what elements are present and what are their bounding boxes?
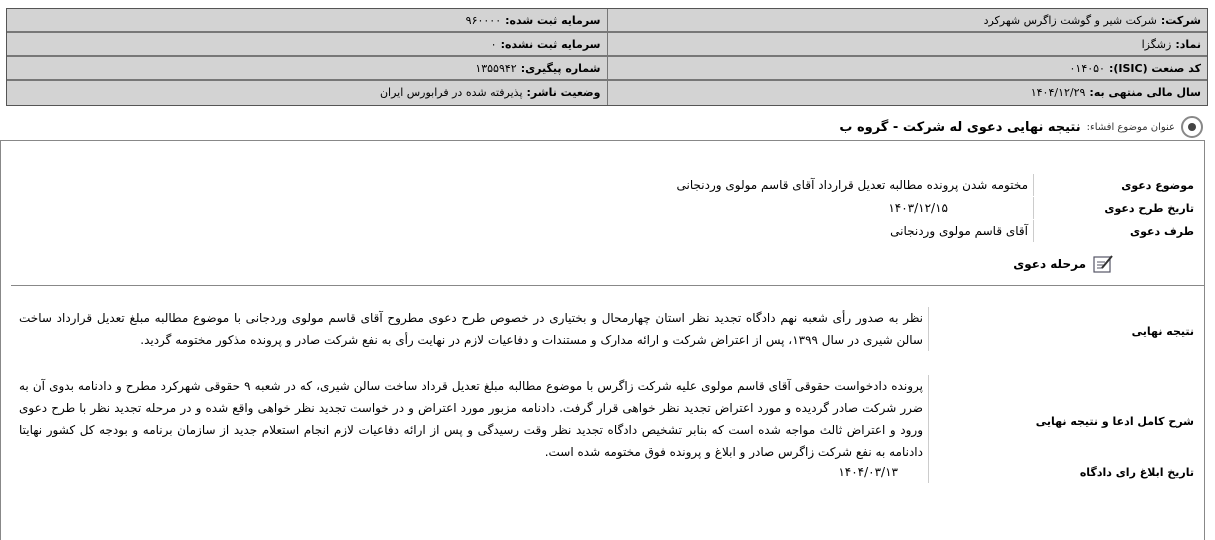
info-row — [7, 57, 1207, 81]
disclosure-title — [839, 116, 1203, 138]
symbol-label: نماد: — [1175, 38, 1201, 51]
description-row — [19, 375, 1204, 463]
disclosure-body — [0, 140, 1205, 540]
tracking-cell — [7, 57, 607, 79]
edit-note-icon — [1092, 254, 1114, 274]
unregistered-capital-label: سرمایه ثبت نشده: — [500, 38, 601, 51]
company-label: شرکت: — [1160, 14, 1201, 27]
divider — [11, 285, 1204, 286]
tracking-number: ۱۳۵۵۹۴۲ — [475, 62, 517, 75]
company-info-table — [6, 8, 1208, 106]
registered-capital: ۹۶۰۰۰۰ — [465, 14, 502, 27]
symbol: زشگزا — [1141, 38, 1172, 51]
fiscal-year-end: ۱۴۰۴/۱۲/۲۹ — [1030, 86, 1086, 99]
notice-date-row — [838, 461, 1204, 483]
result-label: نتیجه نهایی — [1131, 325, 1194, 338]
description-label: شرح کامل ادعا و نتیجه نهایی — [1035, 415, 1194, 428]
filing-date-row — [888, 197, 1204, 219]
tracking-label: شماره پیگیری: — [520, 62, 601, 75]
fiscal-year-cell — [607, 81, 1208, 105]
info-row — [7, 9, 1207, 33]
symbol-cell — [607, 33, 1208, 55]
unregistered-capital: ۰ — [490, 38, 497, 51]
disclosure-title-label: عنوان موضوع افشاء: — [1086, 121, 1175, 133]
info-row — [7, 81, 1207, 105]
result-value: نظر به صدور رأی شعبه نهم دادگاه تجدید نظر استان چهارمحال و بختیاری در خصوص طرح دعوی مطروح آقای قاسم مولوی وردجانی با موضوع مطالبه مبلغ تعدیل قرارداد ساخت سالن شیری در سال ۱۳۹۹، پس از اعتراض شرکت و ارائه مدارک و مستندات و دفاعیات لازم در نهایت رأی به نفع شرکت صادر و پرونده مذکور مختومه گردید. — [19, 307, 929, 351]
target-icon — [1181, 116, 1203, 138]
registered-capital-cell — [7, 9, 607, 31]
notice-date-value: ۱۴۰۴/۰۳/۱۳ — [838, 461, 929, 483]
publisher-status-cell — [7, 81, 607, 105]
stage-title: مرحله دعوی — [1013, 257, 1086, 271]
isic-cell — [607, 57, 1208, 79]
party-value: آقای قاسم مولوی وردنجانی — [890, 220, 1034, 242]
isic-label: کد صنعت (ISIC): — [1108, 62, 1201, 75]
company-cell — [607, 9, 1208, 31]
subject-row — [677, 174, 1204, 196]
publisher-status-label: وضعیت ناشر: — [526, 86, 601, 99]
unregistered-capital-cell — [7, 33, 607, 55]
filing-date-label: تاریخ طرح دعوی — [1104, 202, 1194, 215]
notice-date-label: تاریخ ابلاغ رای دادگاه — [1079, 466, 1194, 479]
publisher-status: پذیرفته شده در فرابورس ایران — [379, 86, 523, 99]
company-name: شرکت شیر و گوشت زاگرس شهرکرد — [983, 14, 1157, 27]
subject-label: موضوع دعوی — [1121, 179, 1194, 192]
stage-heading — [1013, 254, 1114, 274]
fiscal-year-label: سال مالی منتهی به: — [1089, 86, 1201, 99]
party-label: طرف دعوی — [1130, 225, 1194, 238]
subject-value: مختومه شدن پرونده مطالبه تعدیل قرارداد آقای قاسم مولوی وردنجانی — [677, 174, 1034, 196]
party-row — [890, 220, 1204, 242]
description-value: پرونده دادخواست حقوقی آقای قاسم مولوی علیه شرکت زاگرس با موضوع مطالبه مبلغ تعدیل قرداد ساخت سالن شیری، که در شعبه ۹ حقوقی شهرکرد مطرح و دادنامه بدوی آن به ضرر شرکت صادر گردیده و مورد اعتراض تجدید نظر خواهی قرار گرفت. دادنامه مزبور مورد اعتراض و در خواست تجدید نظر خواهی واقع شده و در مرحله تجدید نظر با طرح دعوی ورود و اعتراض ثالث مواجه شده است که بنابر تشخیص دادگاه تجدید نظر وقت رسیدگی و پس از ارائه دفاعیات لازم انجام استعلام جدید از سازمان برنامه و بودجه کل کشور نهایتا دادنامه به نفع شرکت زاگرس صادر و ابلاغ و پرونده فوق مختومه شده است. — [19, 375, 929, 463]
result-row — [19, 307, 1204, 351]
disclosure-title-value: نتیجه نهایی دعوی له شرکت - گروه ب — [839, 119, 1081, 135]
info-row — [7, 33, 1207, 57]
filing-date-value: ۱۴۰۳/۱۲/۱۵ — [888, 197, 1034, 219]
isic-code: ۰۱۴۰۵۰ — [1069, 62, 1105, 75]
registered-capital-label: سرمایه ثبت شده: — [505, 14, 601, 27]
